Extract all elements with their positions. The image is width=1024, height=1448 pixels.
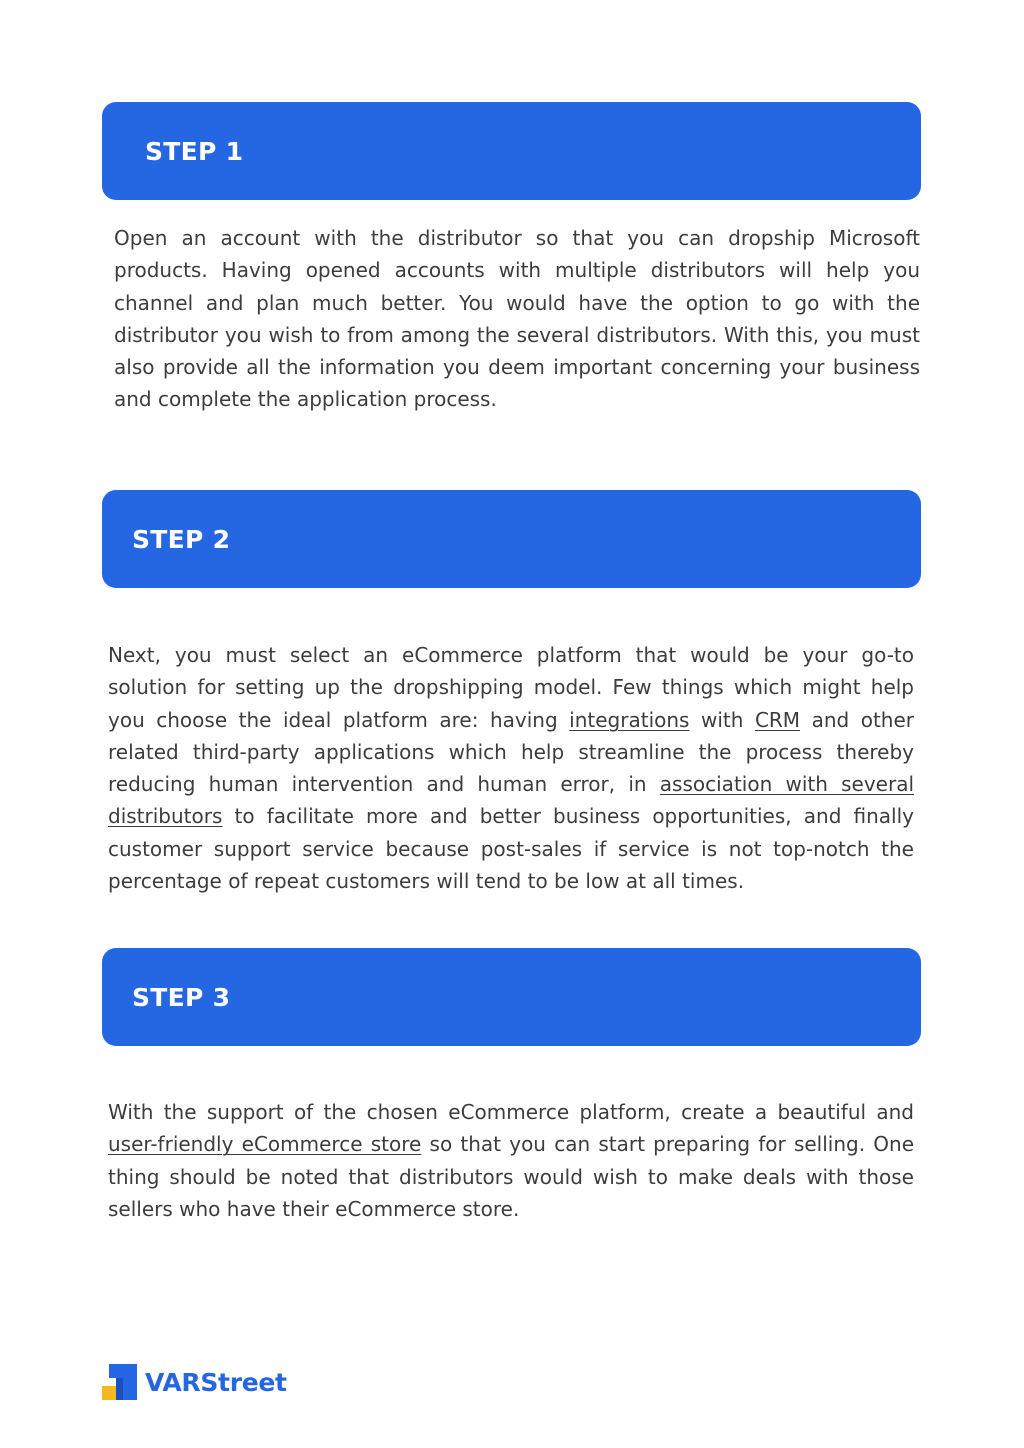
step-1-title: STEP 1 [145, 136, 244, 166]
step-2-text-b: with [689, 707, 755, 732]
step-1-paragraph [114, 222, 920, 416]
ecommerce-store-link[interactable]: user-friendly eCommerce store [108, 1132, 422, 1157]
varstreet-logo [102, 1364, 287, 1400]
step-3-title: STEP 3 [132, 982, 231, 1012]
step-3-text-a: With the support of the chosen eCommerce platform, create a beautiful and [108, 1100, 914, 1124]
integrations-link[interactable]: integrations [569, 707, 690, 732]
step-3-text-b: so that you can start preparing for selling. One thing should be noted that distributors would wish to make deals with those sellers who have their eCommerce store. [108, 1132, 915, 1221]
step-2-title: STEP 2 [132, 524, 231, 554]
step-2-text-d: to facilitate more and better business opportunities, and finally customer support service because post-sales if service is not top-notch the percentage of repeat customers will tend to be low at all times. [108, 804, 914, 894]
association-distributors-link[interactable]: association with several distributors [108, 772, 915, 829]
step-1-banner [102, 102, 921, 200]
step-2-banner [102, 490, 921, 588]
step-2-paragraph [108, 639, 914, 897]
logo-text: VARStreet [145, 1367, 287, 1397]
crm-link[interactable]: CRM [754, 707, 801, 732]
varstreet-logo-icon [102, 1364, 137, 1400]
step-3-banner [102, 948, 921, 1046]
step-1-text: Open an account with the distributor so that you can dropship Microsoft products. Having opened accounts with multiple distributors will help you channel and plan much better. You would have the option to go with the distributor you wish to from among the several distributors. With this, you must also provide all the information you deem important concerning your business and complete the application process. [114, 226, 920, 412]
step-2-text-a: Next, you must select an eCommerce platform that would be your go-to solution for setting up the dropshipping model. Few things which might help you choose the ideal platform are: having [108, 643, 914, 732]
step-2-text-c: and other related third-party applications which help streamline the process thereby reducing human intervention and human error, in [108, 707, 914, 797]
step-3-paragraph [108, 1096, 914, 1225]
